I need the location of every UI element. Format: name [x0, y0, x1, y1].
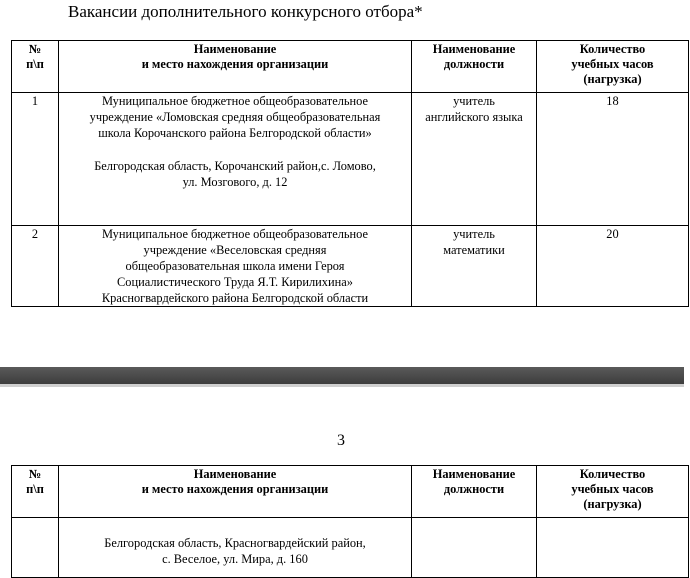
header-hours-line2: учебных часов [571, 482, 654, 496]
organization-cell [59, 93, 412, 226]
header-number [12, 41, 59, 93]
position-cell [412, 518, 537, 578]
organization-line: учреждение «Ломовская средняя общеобразовательная [89, 110, 381, 124]
header-hours-line3: (нагрузка) [583, 497, 642, 511]
header-hours-line3: (нагрузка) [583, 72, 642, 86]
organization-cell [59, 518, 412, 578]
address-line: Белгородская область, Корочанский район,с. Ломово, [94, 159, 376, 173]
header-hours-line2: учебных часов [571, 57, 654, 71]
header-position-line2: должности [443, 482, 505, 496]
position-cell [412, 226, 537, 307]
hours-cell [537, 518, 689, 578]
header-number-line2: п\п [26, 482, 44, 496]
header-number-line2: п\п [26, 57, 44, 71]
vacancies-table-page-1 [11, 40, 689, 307]
position-line: учитель [453, 227, 495, 241]
page-separator-shadow [0, 384, 684, 387]
header-organization-line2: и место нахождения организации [141, 57, 329, 71]
header-position-line2: должности [443, 57, 505, 71]
header-number-line1: № [28, 42, 42, 56]
table-row [12, 226, 689, 307]
page-number: 3 [337, 432, 345, 449]
organization-line: Красногвардейского района Белгородской области [101, 291, 369, 305]
header-organization-line1: Наименование [193, 42, 277, 56]
hours-cell: 20 [537, 226, 689, 307]
address-line: Белгородская область, Красногвардейский район, [104, 536, 366, 550]
header-position-line1: Наименование [432, 467, 516, 481]
document-title: Вакансии дополнительного конкурсного отбора* [68, 2, 423, 21]
vacancies-table-page-2 [11, 465, 689, 578]
organization-cell [59, 226, 412, 307]
header-number [12, 466, 59, 518]
address-line: ул. Мозгового, д. 12 [182, 175, 288, 189]
header-hours [537, 466, 689, 518]
header-position [412, 41, 537, 93]
table-header-row [12, 466, 689, 518]
row-number: 1 [12, 93, 59, 226]
organization-line: Муниципальное бюджетное общеобразовательное [101, 227, 369, 241]
table-row [12, 93, 689, 226]
row-number [12, 518, 59, 578]
table-row [12, 518, 689, 578]
header-organization-line1: Наименование [193, 467, 277, 481]
organization-line: Муниципальное бюджетное общеобразовательное [101, 94, 369, 108]
position-line: математики [443, 243, 505, 257]
hours-cell: 18 [537, 93, 689, 226]
header-organization [59, 41, 412, 93]
header-organization-line2: и место нахождения организации [141, 482, 329, 496]
header-organization [59, 466, 412, 518]
page-separator [0, 367, 684, 384]
organization-line: школа Корочанского района Белгородской области» [98, 126, 372, 140]
organization-line: Социалистического Труда Я.Т. Кирилихина» [117, 275, 353, 289]
organization-line: общеобразовательная школа имени Героя [125, 259, 345, 273]
table-header-row [12, 41, 689, 93]
row-number: 2 [12, 226, 59, 307]
header-hours [537, 41, 689, 93]
address-line: с. Веселое, ул. Мира, д. 160 [162, 552, 308, 566]
organization-line: учреждение «Веселовская средняя [143, 243, 327, 257]
header-number-line1: № [28, 467, 42, 481]
header-position-line1: Наименование [432, 42, 516, 56]
header-hours-line1: Количество [579, 467, 646, 481]
position-cell [412, 93, 537, 226]
position-line: английского языка [425, 110, 523, 124]
header-hours-line1: Количество [579, 42, 646, 56]
position-line: учитель [453, 94, 495, 108]
header-position [412, 466, 537, 518]
